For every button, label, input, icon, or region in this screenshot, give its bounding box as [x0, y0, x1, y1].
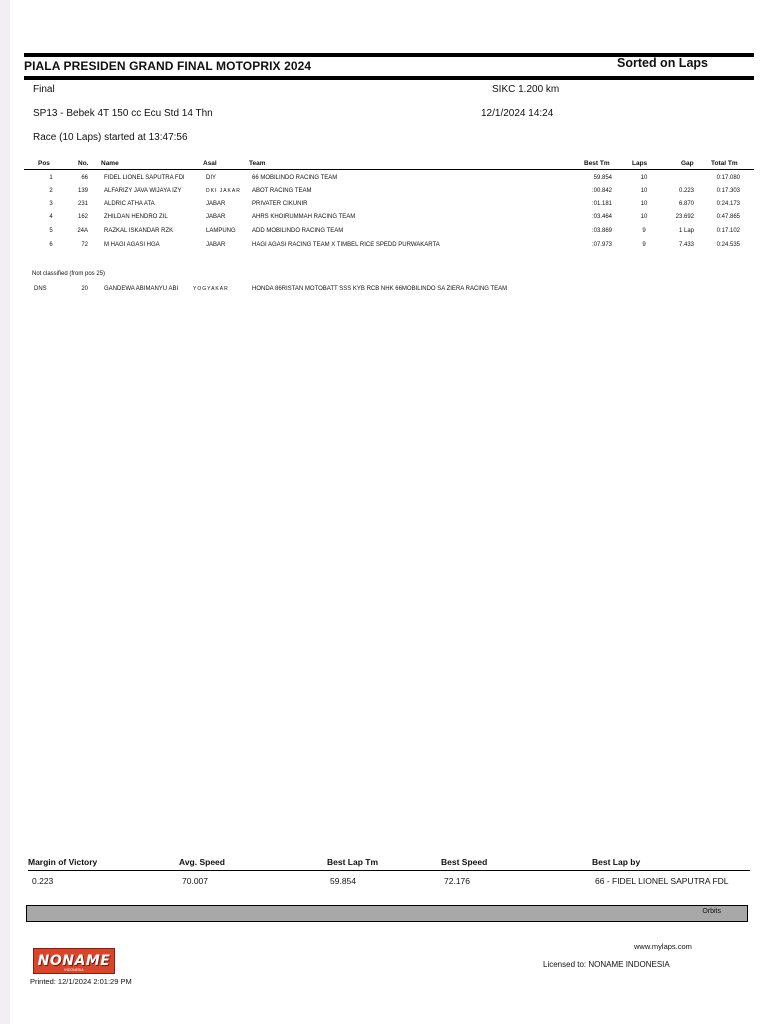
printed-label: Printed: 12/1/2024 2:01:29 PM	[30, 977, 132, 986]
table-row	[0, 214, 768, 227]
table-row	[0, 201, 768, 214]
row-name: GANDEWA ABIMANYU ABI	[104, 286, 179, 292]
row-team: HAGI AGASI RACING TEAM X TIMBEL RICE SPEDD PURWAKARTA	[252, 242, 440, 248]
row-pos: 3	[49, 201, 53, 207]
row-pos: 5	[49, 228, 53, 234]
licensed-line	[543, 960, 670, 969]
row-no: 72	[81, 242, 88, 248]
licensed-label: Licensed to:	[543, 960, 587, 969]
best-lap-value: 59.854	[330, 876, 356, 886]
col-pos: Pos	[38, 160, 50, 167]
row-asal: YOGYAKAR	[193, 286, 229, 292]
row-best-tm: :01.181	[591, 201, 612, 207]
row-pos: 2	[49, 188, 53, 194]
licensed-to: NONAME INDONESIA	[588, 960, 670, 969]
race-info: Race (10 Laps) started at 13:47:56	[33, 132, 188, 143]
best-lap-label: Best Lap Tm	[327, 857, 379, 867]
row-gap: 0.223	[678, 188, 694, 194]
logo-subtext: INDONESIA	[64, 968, 84, 972]
row-asal: JABAR	[206, 201, 226, 207]
website-label: www.mylaps.com	[634, 942, 692, 951]
row-asal: JABAR	[206, 214, 226, 220]
col-name: Name	[101, 160, 119, 167]
event-title: PIALA PRESIDEN GRAND FINAL MOTOPRIX 2024	[24, 59, 312, 73]
row-asal: DIY	[206, 175, 217, 181]
row-laps: 10	[640, 175, 648, 181]
row-name: RAZKAL ISKANDAR RZK	[104, 228, 174, 234]
best-speed-label: Best Speed	[441, 857, 488, 867]
row-no: 139	[77, 188, 88, 194]
row-no: 20	[81, 286, 88, 292]
col-asal: Asal	[203, 160, 217, 167]
session-label: Final	[33, 84, 55, 95]
noname-logo	[33, 948, 115, 974]
col-no: No.	[78, 160, 89, 167]
header-rule	[24, 76, 754, 80]
best-lap-by-label: Best Lap by	[592, 857, 641, 867]
row-pos: DNS	[34, 286, 47, 292]
row-best-tm: :00.842	[591, 188, 612, 194]
col-best-tm: Best Tm	[584, 160, 610, 167]
row-laps: 10	[640, 201, 648, 207]
row-total-tm: 0:17.102	[716, 228, 740, 234]
col-gap: Gap	[681, 160, 694, 167]
sorted-label: Sorted on Laps	[617, 56, 708, 70]
orbits-label: Orbits	[702, 908, 721, 915]
col-laps: Laps	[632, 160, 648, 167]
row-total-tm: 0:24.173	[716, 201, 740, 207]
margin-label: Margin of Victory	[28, 857, 98, 867]
row-team: HONDA 86RISTAN MOTOBATT SSS KYB RCB NHK 66MOBILINDO SA ZIERA RACING TEAM	[252, 286, 508, 292]
row-laps: 9	[642, 242, 646, 248]
row-total-tm: 0:17.303	[716, 188, 740, 194]
row-name: ALFARIZY JAVA WIJAYA IZY	[104, 188, 182, 194]
row-total-tm: 0:24.535	[716, 242, 740, 248]
logo-text: NONAME	[37, 953, 111, 969]
row-name: M HAGI AGASI HGA	[104, 242, 160, 248]
row-no: 66	[81, 175, 88, 181]
row-pos: 6	[49, 242, 53, 248]
row-total-tm: 0:17.080	[716, 175, 740, 181]
row-no: 162	[77, 214, 88, 220]
row-pos: 1	[49, 175, 53, 181]
table-row	[0, 188, 768, 201]
class-label: SP13 - Bebek 4T 150 cc Ecu Std 14 Thn	[33, 108, 213, 119]
row-name: ALDRIC ATHA ATA	[104, 201, 155, 207]
best-lap-by-value: 66 - FIDEL LIONEL SAPUTRA FDL	[595, 876, 729, 886]
row-team: PRIVATER CIKUNIR	[252, 201, 308, 207]
row-team: ADD MOBILINDO RACING TEAM	[252, 228, 344, 234]
col-team: Team	[249, 160, 266, 167]
row-asal: LAMPUNG	[206, 228, 236, 234]
row-team: 66 MOBILINDO RACING TEAM	[252, 175, 338, 181]
row-best-tm: :03.869	[591, 228, 612, 234]
row-total-tm: 0:47.865	[716, 214, 740, 220]
row-best-tm: :07.973	[591, 242, 612, 248]
row-pos: 4	[49, 214, 53, 220]
row-team: ABOT RACING TEAM	[252, 188, 312, 194]
row-team: AHRS KHOIRUMMAH RACING TEAM	[252, 214, 356, 220]
margin-value: 0.223	[32, 876, 54, 886]
table-row	[0, 242, 768, 255]
row-asal: JABAR	[206, 242, 226, 248]
best-speed-value: 72.176	[444, 876, 470, 886]
col-total-tm: Total Tm	[711, 160, 738, 167]
row-best-tm: 59.854	[593, 175, 612, 181]
track-label: SIKC 1.200 km	[492, 84, 560, 95]
avg-speed-label: Avg. Speed	[179, 857, 225, 867]
row-name: FIDEL LIONEL SAPUTRA FDl	[104, 175, 185, 181]
row-asal: DKI JAKAR	[206, 188, 241, 194]
row-laps: 9	[642, 228, 646, 234]
table-row	[0, 175, 768, 188]
row-gap: 6.870	[678, 201, 694, 207]
row-gap: 1 Lap	[678, 228, 694, 234]
summary-rule	[28, 870, 750, 871]
row-no: 24A	[77, 228, 88, 234]
row-best-tm: :03.464	[591, 214, 612, 220]
table-row	[0, 228, 768, 241]
row-laps: 10	[640, 188, 648, 194]
datetime-label: 12/1/2024 14:24	[481, 108, 554, 119]
row-laps: 10	[640, 214, 648, 220]
avg-speed-value: 70.007	[182, 876, 208, 886]
row-gap: 23.692	[675, 214, 694, 220]
table-header-rule	[24, 169, 754, 170]
row-name: ZHILDAN HENDRO ZIL	[104, 214, 168, 220]
row-gap: 7.433	[678, 242, 694, 248]
orbits-bar	[26, 905, 748, 922]
not-classified-label: Not classified (from pos 25)	[32, 271, 106, 277]
not-classified-row	[0, 286, 768, 299]
row-no: 231	[77, 201, 88, 207]
